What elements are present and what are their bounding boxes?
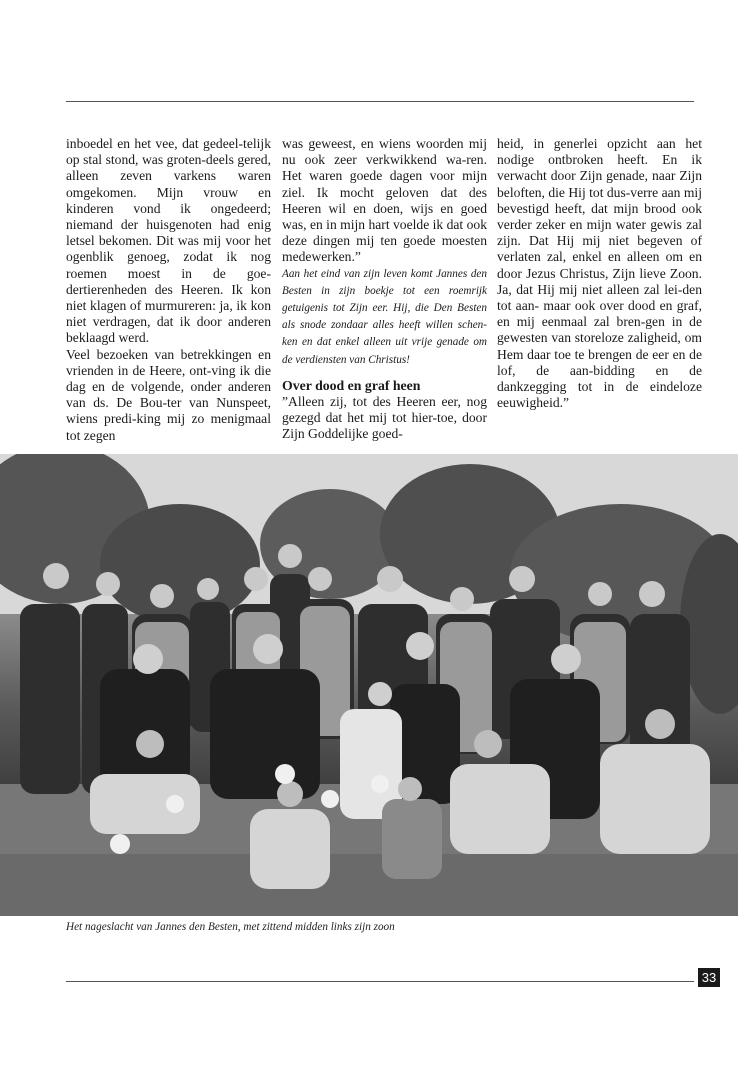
top-rule bbox=[66, 101, 694, 102]
page-number: 33 bbox=[698, 968, 720, 987]
column-3 bbox=[497, 136, 702, 411]
family-photo-illustration bbox=[0, 454, 738, 916]
column-2-text: was geweest, en wiens woorden mij nu ook zeer verkwikkend wa-ren. Het waren goede dagen voor mijn ziel. Ik mocht geloven dat des Heeren wil en doen, wijs en goed was, en in mijn hart voelde ik dat ook deze dingen mij ten goede moesten medewerken.” bbox=[282, 136, 487, 265]
section-heading: Over dood en graf heen bbox=[282, 377, 421, 393]
column-1-text: inboedel en het vee, dat gedeel-telijk op stal stond, was groten-deels gered, alleen zeven varkens waren omgekomen. Mijn vrouw en kinderen vond ik ongedeerd; niemand der huisgenoten had enig letsel bekomen. Dit was mij voor het ogenblik genoeg, zodat ik nog roemen moest in de goe-dertierenheden des Heeren. Ik kon niet klagen of murmureren: ja, ik kon niet verdragen, dat ik door anderen beklaagd werd. bbox=[66, 136, 271, 346]
column-2-text-b: ”Alleen zij, tot des Heeren eer, nog gezegd dat het mij tot hier-toe, door Zijn Goddelijke goed- bbox=[282, 394, 487, 442]
family-photo bbox=[0, 454, 738, 916]
column-1-text-b: Veel bezoeken van betrekkingen en vrienden in de Heere, ont-ving ik die dag en de volgende, onder anderen van ds. De Bou-ter van Nunspeet, wiens predi-king mij zo menigmaal tot zegen bbox=[66, 346, 271, 443]
column-2-note: Aan het eind van zijn leven komt Jannes den Besten in zijn boekje tot een roemrijk getuigenis tot Zijn eer. Hij, die Den Besten als snode zondaar alles heeft willen schen-ken en dat enkel alleen uit vrije genade om de verdiensten van Christus! bbox=[282, 267, 487, 366]
column-1 bbox=[66, 136, 271, 444]
column-3-text: heid, in generlei opzicht aan het nodige ontbroken heeft. En ik verwacht door Zijn genade, naar Zijn beloften, die Hij tot dus-verre aan mij bevestigd heeft, dat mijn brood ook verder zeker en mijn water gewis zal zijn. Dat Hij mij niet begeven of verlaten zal, enkel en alleen om en door Jezus Christus, Zijn lieve Zoon. Ja, dat Hij mij niet alleen zal lei-den tot aan- maar ook over dood en graf, en mij eenmaal zal bren-gen in de gewesten van storeloze zaligheid, om Hem daar toe te brengen de eer en de lof, de aan-bidding en de dankzegging tot in de eindeloze eeuwigheid.” bbox=[497, 136, 702, 411]
photo-caption: Het nageslacht van Jannes den Besten, met zittend midden links zijn zoon bbox=[66, 921, 395, 933]
bottom-rule bbox=[66, 981, 694, 982]
column-2 bbox=[282, 136, 487, 443]
